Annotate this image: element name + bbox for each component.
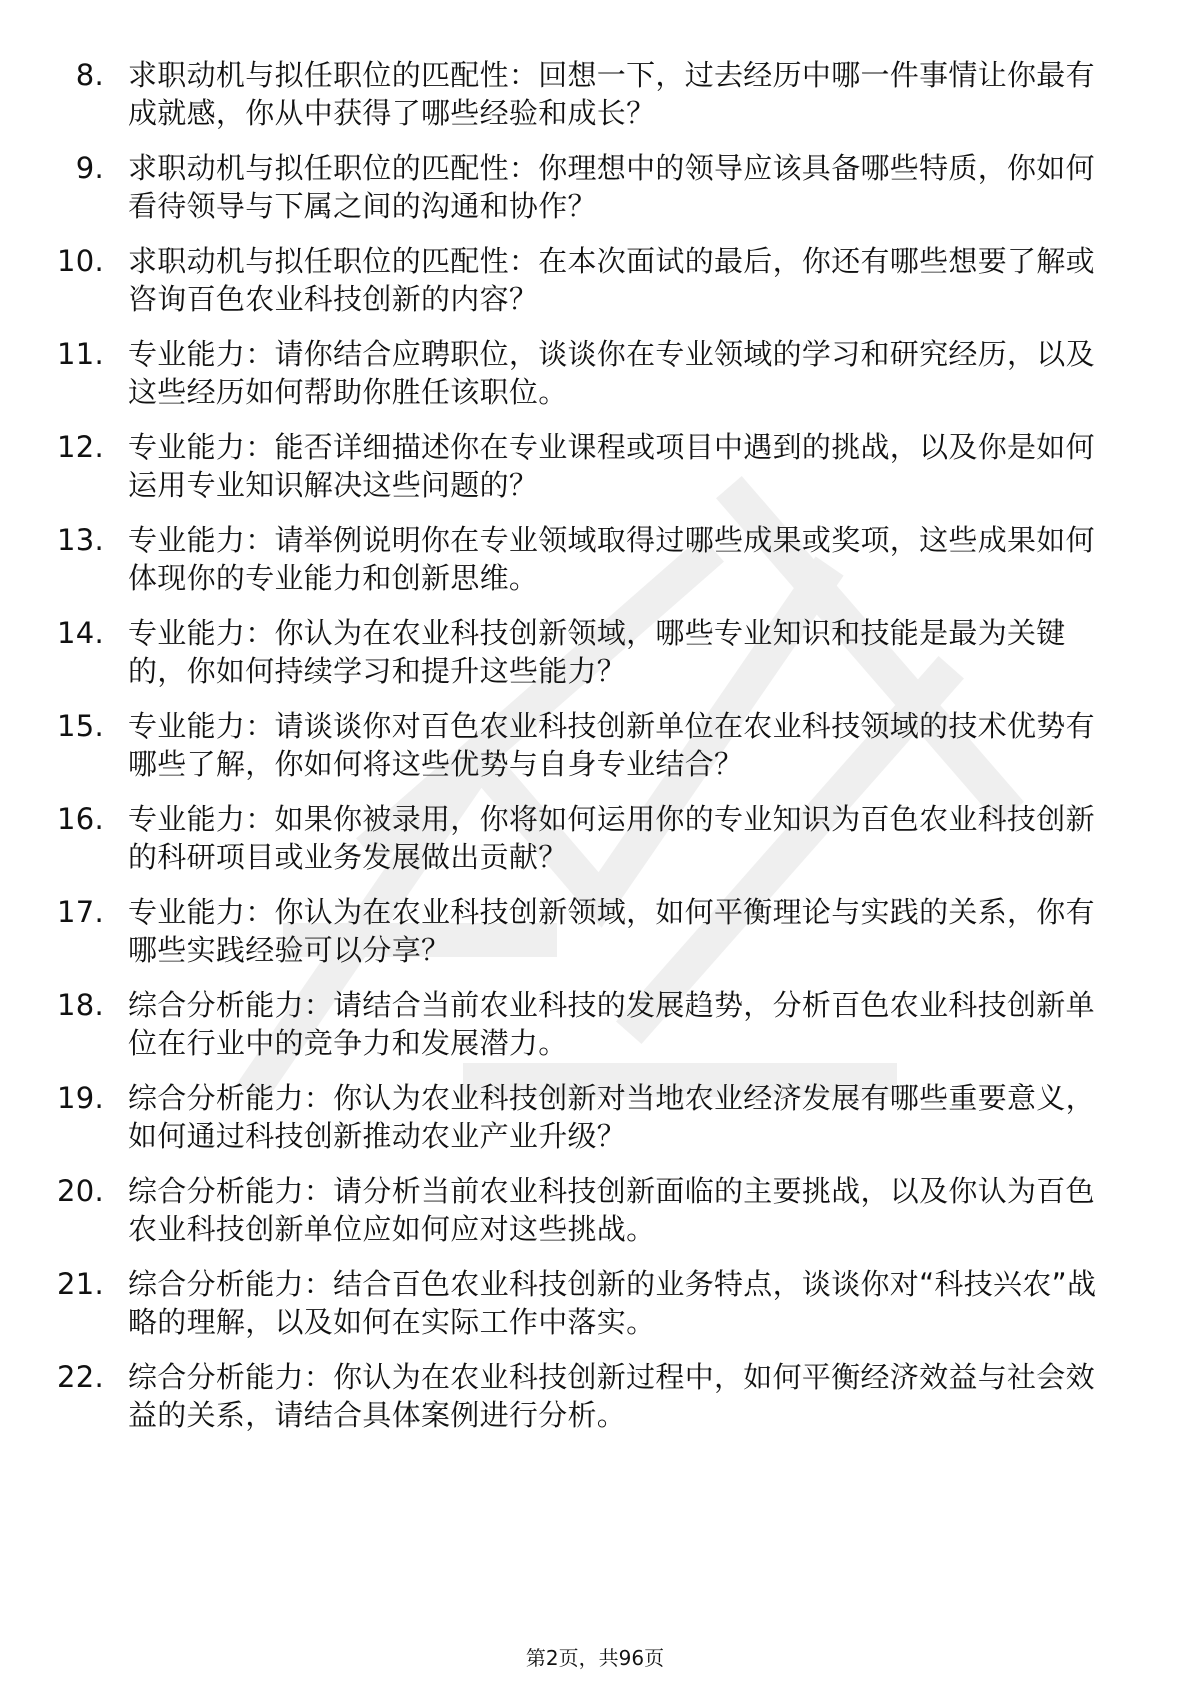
question-text: 综合分析能力：请结合当前农业科技的发展趋势，分析百色农业科技创新单位在行业中的竞争力和发展潜力。 bbox=[128, 988, 1095, 1060]
question-list bbox=[0, 56, 1190, 1434]
list-item bbox=[0, 335, 1118, 411]
list-item bbox=[0, 893, 1118, 969]
question-number: 15. bbox=[56, 709, 104, 743]
question-text: 专业能力：请举例说明你在专业领域取得过哪些成果或奖项，这些成果如何体现你的专业能力和创新思维。 bbox=[128, 523, 1095, 595]
question-text: 综合分析能力：你认为在农业科技创新过程中，如何平衡经济效益与社会效益的关系，请结合具体案例进行分析。 bbox=[128, 1360, 1095, 1432]
question-text: 综合分析能力：你认为农业科技创新对当地农业经济发展有哪些重要意义，如何通过科技创新推动农业产业升级？ bbox=[128, 1081, 1095, 1153]
list-item bbox=[0, 521, 1118, 597]
question-number: 17. bbox=[56, 895, 104, 929]
question-number: 14. bbox=[56, 616, 104, 650]
question-number: 13. bbox=[56, 523, 104, 557]
question-text: 综合分析能力：请分析当前农业科技创新面临的主要挑战，以及你认为百色农业科技创新单位应如何应对这些挑战。 bbox=[128, 1174, 1095, 1246]
list-item bbox=[0, 242, 1118, 318]
question-number: 8. bbox=[75, 58, 104, 92]
question-number: 18. bbox=[56, 988, 104, 1022]
list-item bbox=[0, 1079, 1118, 1155]
list-item bbox=[0, 1172, 1118, 1248]
question-list-container bbox=[0, 56, 1190, 1451]
question-text: 求职动机与拟任职位的匹配性：回想一下，过去经历中哪一件事情让你最有成就感，你从中获得了哪些经验和成长？ bbox=[128, 58, 1095, 130]
question-text: 专业能力：请谈谈你对百色农业科技创新单位在农业科技领域的技术优势有哪些了解，你如何将这些优势与自身专业结合？ bbox=[128, 709, 1095, 781]
question-text: 专业能力：你认为在农业科技创新领域，哪些专业知识和技能是最为关键的，你如何持续学习和提升这些能力？ bbox=[128, 616, 1066, 688]
question-text: 专业能力：请你结合应聘职位，谈谈你在专业领域的学习和研究经历，以及这些经历如何帮助你胜任该职位。 bbox=[128, 337, 1095, 409]
question-number: 11. bbox=[56, 337, 104, 371]
list-item bbox=[0, 614, 1118, 690]
page-footer: 第2页，共96页 bbox=[525, 1646, 665, 1670]
list-item bbox=[0, 1358, 1118, 1434]
question-number: 10. bbox=[56, 244, 104, 278]
question-number: 12. bbox=[56, 430, 104, 464]
question-number: 9. bbox=[75, 151, 104, 185]
list-item bbox=[0, 986, 1118, 1062]
list-item bbox=[0, 56, 1118, 132]
question-number: 20. bbox=[56, 1174, 104, 1208]
question-number: 19. bbox=[56, 1081, 104, 1115]
question-text: 专业能力：如果你被录用，你将如何运用你的专业知识为百色农业科技创新的科研项目或业务发展做出贡献？ bbox=[128, 802, 1095, 874]
question-text: 求职动机与拟任职位的匹配性：在本次面试的最后，你还有哪些想要了解或咨询百色农业科技创新的内容？ bbox=[128, 244, 1095, 316]
question-number: 16. bbox=[56, 802, 104, 836]
list-item bbox=[0, 707, 1118, 783]
question-text: 综合分析能力：结合百色农业科技创新的业务特点，谈谈你对“科技兴农”战略的理解，以及如何在实际工作中落实。 bbox=[128, 1267, 1097, 1339]
list-item bbox=[0, 428, 1118, 504]
question-text: 专业能力：能否详细描述你在专业课程或项目中遇到的挑战，以及你是如何运用专业知识解决这些问题的？ bbox=[128, 430, 1095, 502]
list-item bbox=[0, 149, 1118, 225]
question-text: 专业能力：你认为在农业科技创新领域，如何平衡理论与实践的关系，你有哪些实践经验可以分享？ bbox=[128, 895, 1095, 967]
list-item bbox=[0, 800, 1118, 876]
list-item bbox=[0, 1265, 1118, 1341]
question-number: 22. bbox=[56, 1360, 104, 1394]
question-number: 21. bbox=[56, 1267, 104, 1301]
question-text: 求职动机与拟任职位的匹配性：你理想中的领导应该具备哪些特质，你如何看待领导与下属之间的沟通和协作？ bbox=[128, 151, 1095, 223]
